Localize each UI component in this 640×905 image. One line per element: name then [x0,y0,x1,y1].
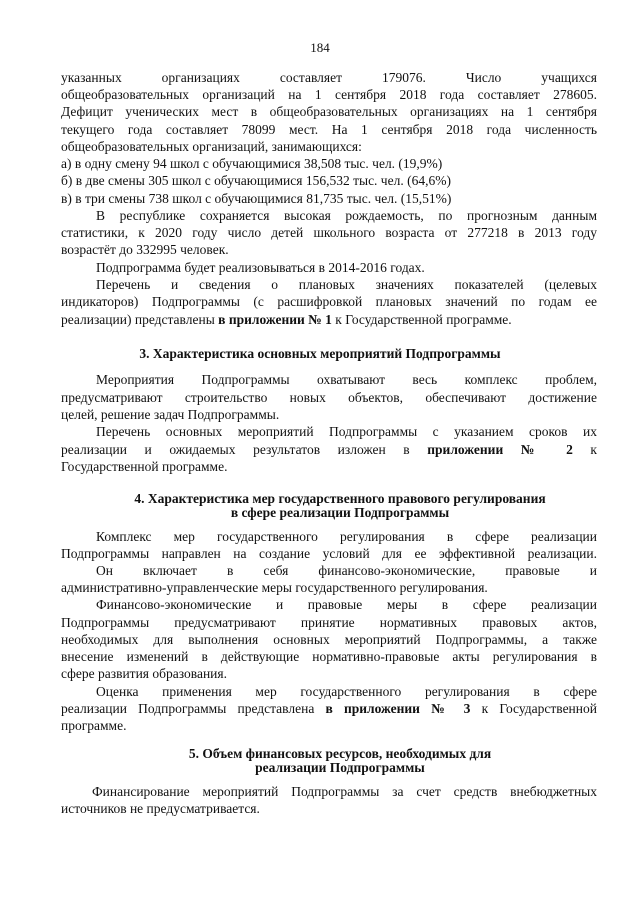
text-line: Перечень и сведения о плановых значениях показателей (целевых [96,277,597,292]
text-line: необходимых для выполнения основных мероприятий Подпрограммы, а также [61,632,597,647]
text-line [61,311,597,328]
list-item: а) в одну смену 94 школ с обучающимися 38,508 тыс. чел. (19,9%) [61,156,443,171]
text-line: целей, решение задач Подпрограммы. [61,407,280,422]
text-line: указанных организациях составляет 179076. Число учащихся [61,70,597,85]
text-line: Оценка применения мер государственного регулирования в сфере [96,684,597,699]
text-line: предусматривают строительство новых объектов, обеспечивают достижение [61,390,597,405]
text-line: текущего года составляет 78099 мест. На 1 сентября 2018 года численность [61,122,597,137]
text-line: В республике сохраняется высокая рождаемость, по прогнозным данным [96,208,597,223]
text-span: к Государственной [470,701,597,716]
text-line: индикаторов) Подпрограммы (с расшифровкой плановых значений по годам ее [61,294,597,309]
appendix-reference: в приложении № 3 [325,701,471,716]
text-line: сфере развития образования. [61,666,227,681]
text-line: Перечень основных мероприятий Подпрограммы с указанием сроков их [96,424,597,439]
section-heading: 5. Объем финансовых ресурсов, необходимых для [188,746,492,761]
text-line: статистики, к 2020 году число детей школьного возраста от 277218 в 2013 году [61,225,597,240]
text-line: Финансирование мероприятий Подпрограммы за счет средств внебюджетных [92,784,597,799]
appendix-reference: приложении № 2 [427,442,573,457]
text-line: общеобразовательных организаций, занимающихся: [61,139,362,154]
text-line: Подпрограмма будет реализовываться в 2014-2016 годах. [96,260,425,275]
section-heading: 3. Характеристика основных мероприятий Подпрограммы [139,346,501,361]
text-span: реализации и ожидаемых результатов изложен в [61,442,428,457]
text-line: административно-управленческие меры государственного регулирования. [61,580,488,595]
list-item: в) в три смены 738 школ с обучающимися 81,735 тыс. чел. (15,51%) [61,191,452,206]
list-item: б) в две смены 305 школ с обучающимися 156,532 тыс. чел. (64,6%) [61,173,451,188]
text-line: Мероприятия Подпрограммы охватывают весь комплекс проблем, [96,372,597,387]
text-line [61,441,597,458]
text-line: Государственной программе. [61,459,228,474]
text-line: источников не предусматривается. [61,801,260,816]
text-line: Финансово-экономические и правовые меры в сфере реализации [96,597,597,612]
appendix-reference: в приложении № 1 [218,312,332,327]
text-line: программе. [61,718,127,733]
text-line: общеобразовательных организаций на 1 сентября 2018 года составляет 278605. [61,87,597,102]
text-line [61,700,597,717]
text-line: Комплекс мер государственного регулирования в сфере реализации [96,529,597,544]
text-line: Он включает в себя финансово-экономические, правовые и [96,563,597,578]
text-line: внесение изменений в действующие нормативно-правовые акты регулирования в [61,649,597,664]
text-line: Подпрограммы направлен на создание условий для ее эффективной реализации. [61,546,597,561]
text-line: возрастёт до 332995 человек. [61,242,229,257]
text-span: к [572,442,597,457]
text-line: Дефицит ученических мест в общеобразовательных организациях на 1 сентября [61,104,597,119]
section-heading: 4. Характеристика мер государственного правового регулирования [134,491,546,506]
text-span: реализации) представлены [61,312,219,327]
section-heading: реализации Подпрограммы [255,760,425,775]
section-heading: в сфере реализации Подпрограммы [230,505,450,520]
text-line: Подпрограммы предусматривают принятие нормативных правовых актов, [61,615,597,630]
text-span: к Государственной программе. [331,312,512,327]
page-number: 184 [310,40,330,55]
text-span: реализации Подпрограммы представлена [61,701,326,716]
